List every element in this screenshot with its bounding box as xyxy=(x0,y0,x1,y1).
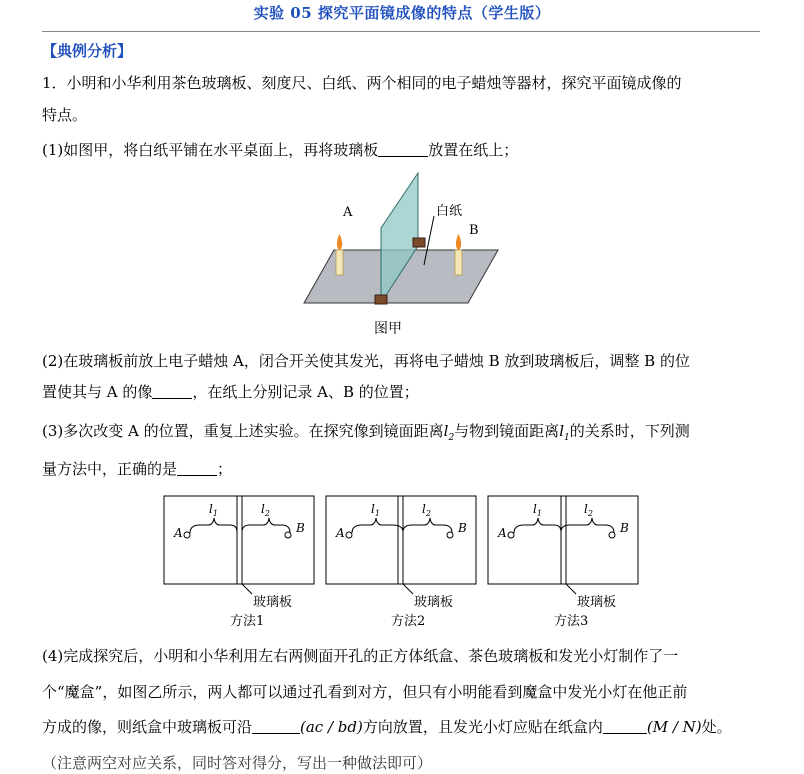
method-3-caption: 方法3 xyxy=(554,614,589,629)
svg-text:A: A xyxy=(174,526,183,540)
svg-text:l2: $l_2$ xyxy=(422,502,431,518)
method-1-caption: 方法1 xyxy=(230,614,265,629)
q3-line-2 xyxy=(42,458,232,480)
svg-text:A: A xyxy=(498,526,507,540)
q1-text-after: 放置在纸上； xyxy=(428,141,519,159)
q2-text-before: 置使其与 A 的像 xyxy=(42,383,153,401)
q4-text-c: 方向放置，且发光小灯应贴在纸盒内 xyxy=(362,718,603,736)
q1-blank[interactable] xyxy=(378,140,428,157)
q4-option-ac-bd: (ac / bd) xyxy=(300,718,363,736)
svg-text:B: B xyxy=(620,521,629,535)
q3-text-c: 的关系时，下列测 xyxy=(569,422,690,440)
q4-line-2: 个“魔盒”，如图乙所示，两人都可以通过孔看到对方，但只有小明能看到魔盒中发光小灯在他正前 xyxy=(42,683,688,701)
q4-text-a: 方成的像，则纸盒中玻璃板可沿 xyxy=(42,718,253,736)
intro-line-1: 1．小明和小华利用茶色玻璃板、刻度尺、白纸、两个相同的电子蜡烛等器材，探究平面镜成像的 xyxy=(42,74,682,92)
q4-blank-1[interactable] xyxy=(252,717,300,734)
q1-text-before: (1)如图甲，将白纸平铺在水平桌面上，再将玻璃板 xyxy=(42,141,379,159)
q4-note: （注意两空对应关系，同时答对得分，写出一种做法即可） xyxy=(42,754,433,772)
q2-line-1: (2)在玻璃板前放上电子蜡烛 A，闭合开关使其发光，再将电子蜡烛 B 放到玻璃板后，调整 B 的位 xyxy=(42,352,690,370)
svg-text:l2: $l_2$ xyxy=(584,502,593,518)
candle-a-flame xyxy=(337,234,342,250)
method-1-glass-label: 玻璃板 xyxy=(253,595,293,610)
q2-line-2 xyxy=(42,381,419,403)
q3-text-after: ； xyxy=(217,460,233,478)
q3-l1: $l_1$ xyxy=(559,422,570,443)
q2-blank[interactable] xyxy=(152,382,192,399)
method-1-diagram xyxy=(164,496,314,594)
q4-text-e: 处。 xyxy=(701,718,732,736)
q3-line-1 xyxy=(42,420,690,449)
question-1 xyxy=(42,139,518,161)
q4-option-m-n: (M / N) xyxy=(646,718,702,736)
page-title: 实验 05 探究平面镜成像的特点（学生版） xyxy=(253,4,551,22)
candle-b-flame xyxy=(456,234,461,250)
svg-text:l1: $l_1$ xyxy=(209,502,218,518)
glass-base-front xyxy=(375,295,387,304)
svg-text:A: A xyxy=(336,526,345,540)
q3-text-before: 量方法中，正确的是 xyxy=(42,460,178,478)
q3-text-a: (3)多次改变 A 的位置，重复上述实验。在探究像到镜面距离 xyxy=(42,422,444,440)
method-3-glass-label: 玻璃板 xyxy=(577,595,617,610)
svg-text:B: B xyxy=(458,521,467,535)
intro-line-2: 特点。 xyxy=(42,106,88,124)
q4-blank-2[interactable] xyxy=(603,717,647,734)
glass-base-back xyxy=(413,238,425,247)
q3-blank[interactable] xyxy=(177,459,217,476)
fig1-label-a: A xyxy=(343,205,353,220)
q3-l2: $l_2$ xyxy=(443,422,455,443)
svg-text:B: B xyxy=(296,521,305,535)
title-rule xyxy=(42,31,760,32)
fig1-label-paper: 白纸 xyxy=(436,204,463,219)
candle-a-body xyxy=(336,250,343,275)
section-heading: 【典例分析】 xyxy=(42,42,133,60)
q4-line-1: (4)完成探究后，小明和小华利用左右两侧面开孔的正方体纸盒、茶色玻璃板和发光小灯制作了一 xyxy=(42,647,679,665)
method-2-diagram xyxy=(326,496,476,594)
method-3-diagram xyxy=(488,496,638,594)
figure-jia-caption: 图甲 xyxy=(374,321,402,337)
figure-jia xyxy=(296,168,506,313)
candle-b-body xyxy=(455,250,462,275)
method-2-caption: 方法2 xyxy=(391,614,426,629)
method-2-glass-label: 玻璃板 xyxy=(414,595,454,610)
q3-text-b: 与物到镜面距离 xyxy=(454,422,560,440)
q4-line-3 xyxy=(42,716,732,738)
svg-text:l2: $l_2$ xyxy=(261,502,270,518)
svg-text:l1: $l_1$ xyxy=(533,502,542,518)
fig1-label-b: B xyxy=(469,223,479,238)
q2-text-after: ，在纸上分别记录 A、B 的位置； xyxy=(192,383,419,401)
svg-text:l1: $l_1$ xyxy=(371,502,380,518)
